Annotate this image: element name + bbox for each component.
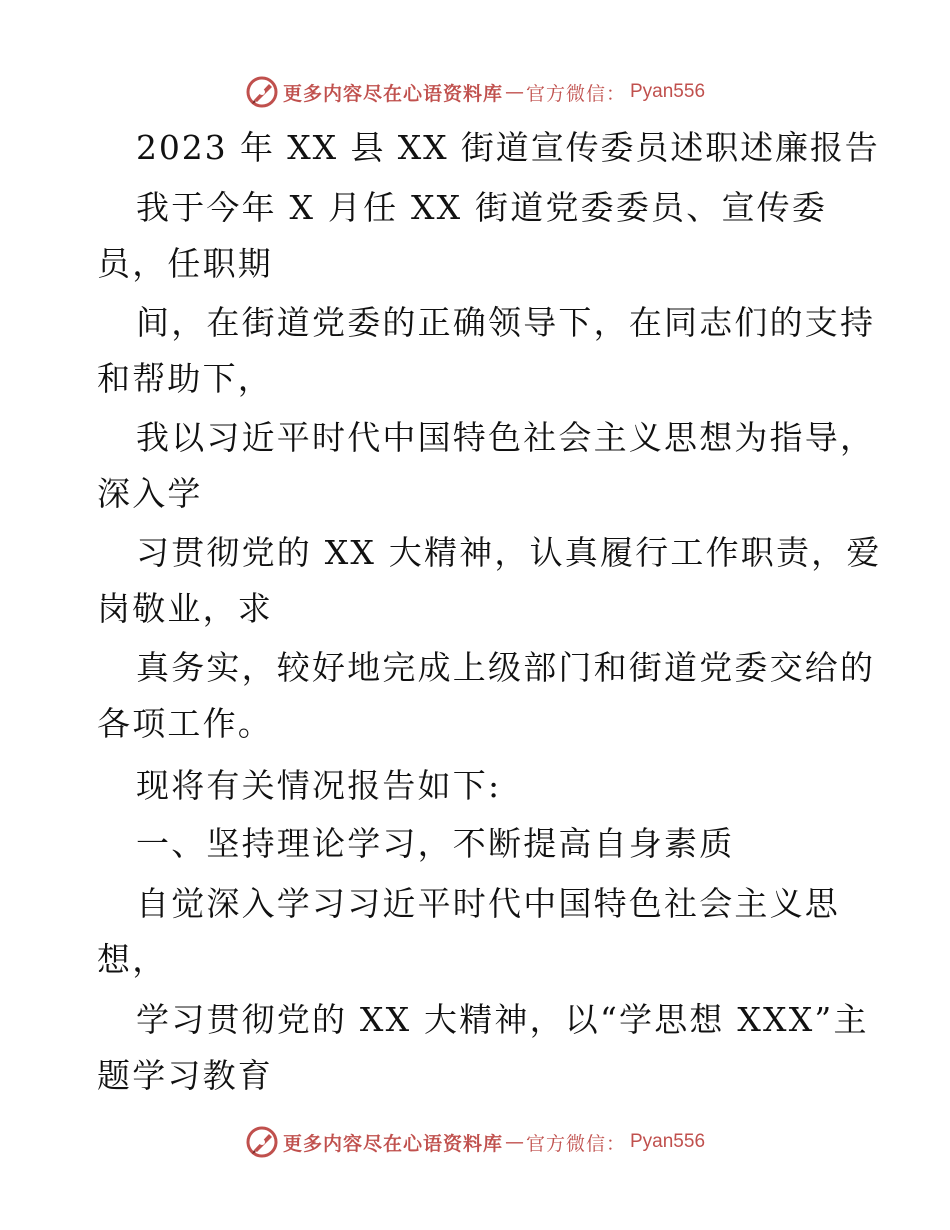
paragraph-line: 深入学	[97, 474, 203, 513]
watermark-brand-text: 更多内容尽在心语资料库	[282, 1132, 503, 1155]
paragraph-line: 和帮助下，	[97, 359, 273, 398]
paragraph-line: 岗敬业，求	[97, 589, 273, 628]
paragraph-line: 现将有关情况报告如下:	[136, 766, 502, 805]
paragraph-line: 学习贯彻党的 XX 大精神，以“学思想 XXX”主	[136, 1000, 869, 1039]
section-heading: 一、坚持理论学习，不断提高自身素质	[136, 824, 735, 863]
watermark-separator: —	[504, 1131, 524, 1153]
watermark-wechat-id: Pyan556	[630, 1131, 706, 1152]
watermark-banner-top	[0, 70, 950, 114]
quill-pen-logo-icon	[245, 1125, 279, 1159]
paragraph-line: 我于今年 X 月任 XX 街道党委委员、宣传委	[136, 188, 828, 227]
watermark-brand-text: 更多内容尽在心语资料库	[282, 82, 503, 105]
watermark-official-label: 官方微信：	[525, 1132, 626, 1155]
paragraph-line: 间，在街道党委的正确领导下，在同志们的支持	[136, 303, 876, 342]
watermark-separator: —	[504, 81, 524, 103]
quill-pen-logo-icon	[245, 75, 279, 109]
watermark-wechat-id: Pyan556	[630, 81, 706, 102]
paragraph-line: 我以习近平时代中国特色社会主义思想为指导，	[136, 418, 876, 457]
watermark-official-label: 官方微信：	[525, 82, 626, 105]
paragraph-line: 员，任职期	[97, 244, 273, 283]
paragraph-line: 各项工作。	[97, 704, 273, 743]
document-title: 2023 年 XX 县 XX 街道宣传委员述职述廉报告	[136, 128, 880, 167]
paragraph-line: 想，	[97, 940, 168, 979]
watermark-banner-bottom	[0, 1120, 950, 1164]
paragraph-line: 自觉深入学习习近平时代中国特色社会主义思	[136, 884, 840, 923]
paragraph-line: 题学习教育	[97, 1056, 273, 1095]
paragraph-line: 习贯彻党的 XX 大精神，认真履行工作职责，爱	[136, 533, 882, 572]
paragraph-line: 真务实，较好地完成上级部门和街道党委交给的	[136, 648, 876, 687]
